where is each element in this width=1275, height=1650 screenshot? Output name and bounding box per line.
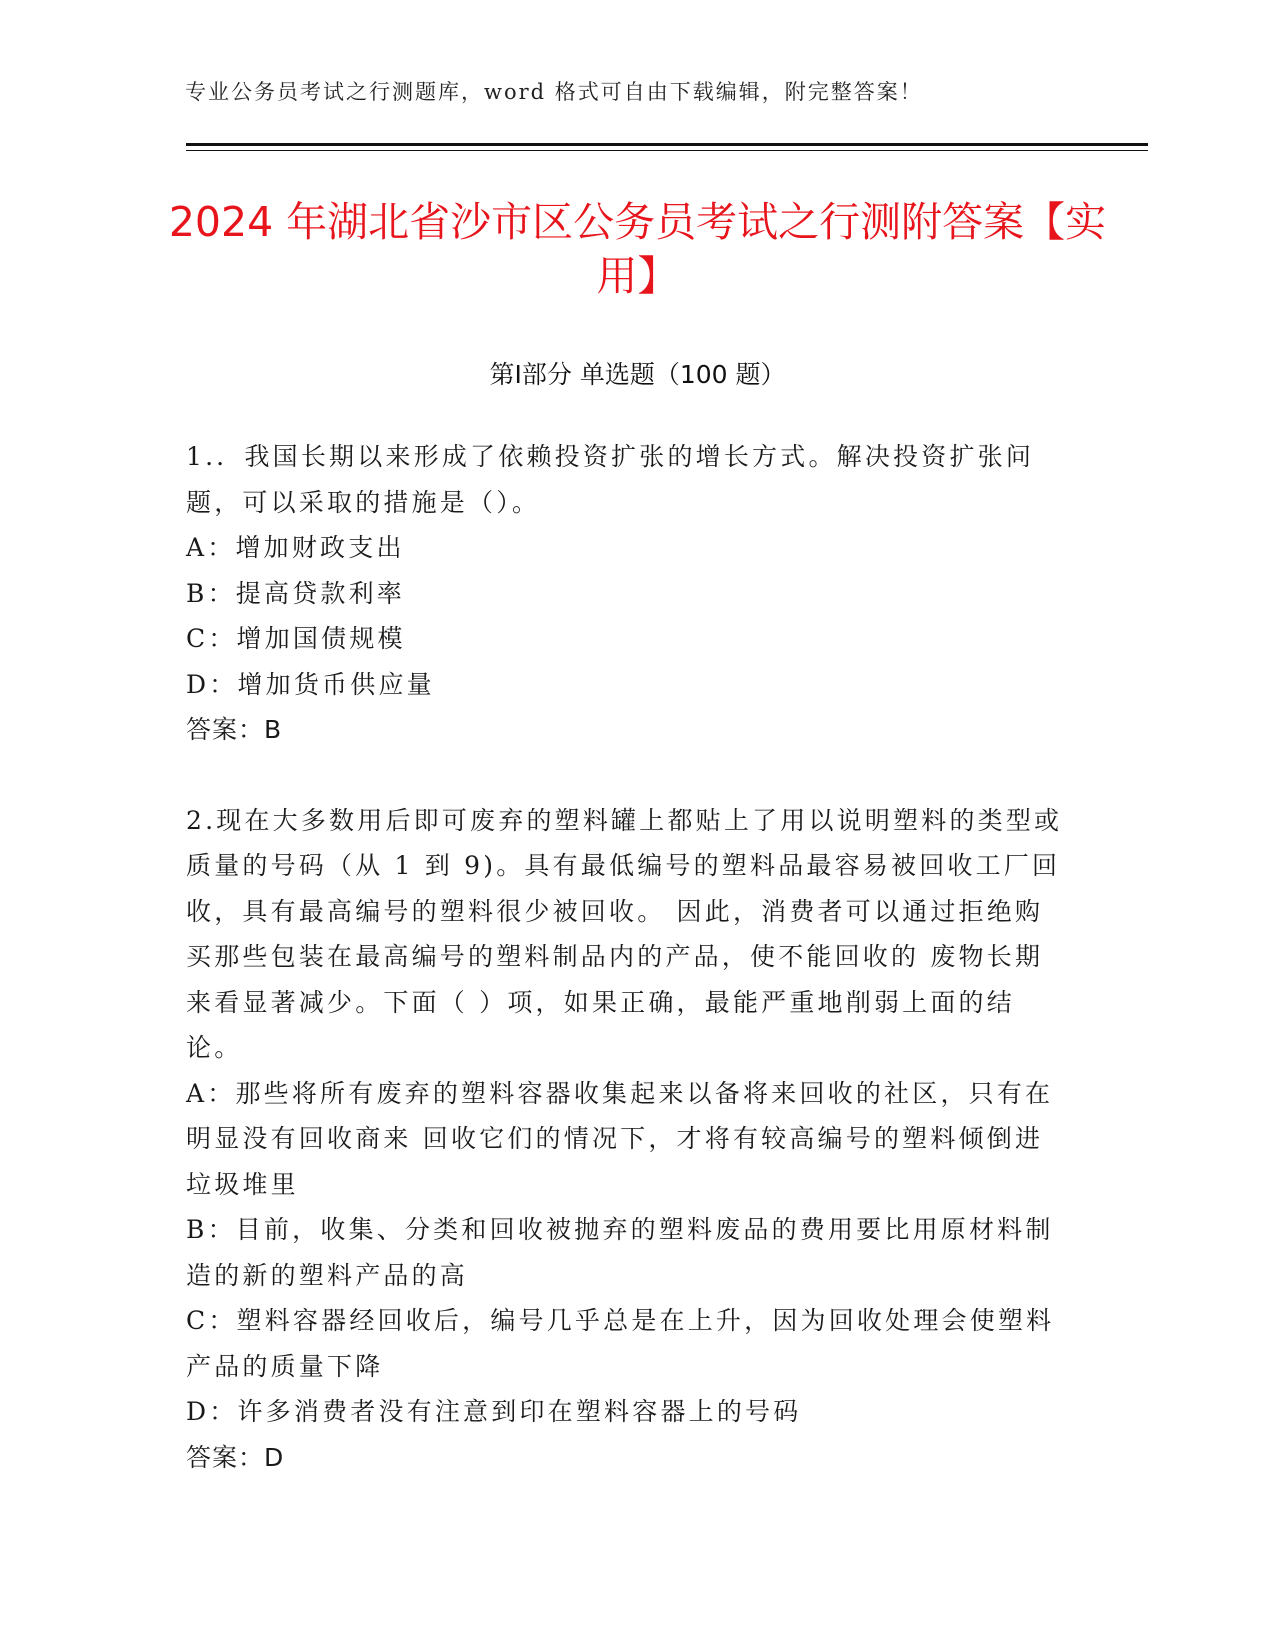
option-a: A：那些将所有废弃的塑料容器收集起来以备将来回收的社区，只有在明显没有回收商来 回收它们的情况下，才将有较高编号的塑料倾倒进垃圾堆里 (186, 1078, 1054, 1199)
option-b: B：提高贷款利率 (186, 578, 405, 608)
question-1 (186, 434, 1066, 753)
section-heading: 第Ⅰ部分 单选题（100 题） (489, 360, 786, 389)
question-list (186, 434, 1066, 1480)
question-stem: 1.．我国长期以来形成了依赖投资扩张的增长方式。解决投资扩张问题，可以采取的措施是（）。 (186, 442, 1035, 517)
option-a: A：增加财政支出 (186, 533, 405, 562)
document-title: 2024 年湖北省沙市区公务员考试之行测附答案【实用】 (168, 198, 1107, 300)
header-rule-thick (186, 143, 1148, 146)
header-rule-thin (186, 150, 1148, 151)
option-c: C：塑料容器经回收后，编号几乎总是在上升，因为回收处理会使塑料产品的质量下降 (186, 1306, 1055, 1381)
option-d: D：许多消费者没有注意到印在塑料容器上的号码 (186, 1397, 802, 1426)
option-c: C：增加国债规模 (186, 624, 406, 653)
question-2 (186, 798, 1066, 1481)
question-stem: 2.现在大多数用后即可废弃的塑料罐上都贴上了用以说明塑料的类型或质量的号码（从 1 到 9)。具有最低编号的塑料品最容易被回收工厂回收，具有最高编号的塑料很少被回收。 因此，消费者可以通过拒绝购买那些包装在最高编号的塑料制品内的产品，使不能回收的 废物长期来看显著减少。下面（ ）项，如果正确，最能严重地削弱上面的结论。 (186, 805, 1063, 1062)
header-note: 专业公务员考试之行测题库，word 格式可自由下载编辑，附完整答案！ (185, 80, 923, 104)
option-b: B：目前，收集、分类和回收被抛弃的塑料废品的费用要比用原材料制造的新的塑料产品的高 (186, 1215, 1054, 1290)
answer-line: 答案：D (186, 1442, 285, 1472)
option-d: D：增加货币供应量 (186, 669, 435, 699)
answer-line: 答案：B (186, 715, 283, 744)
